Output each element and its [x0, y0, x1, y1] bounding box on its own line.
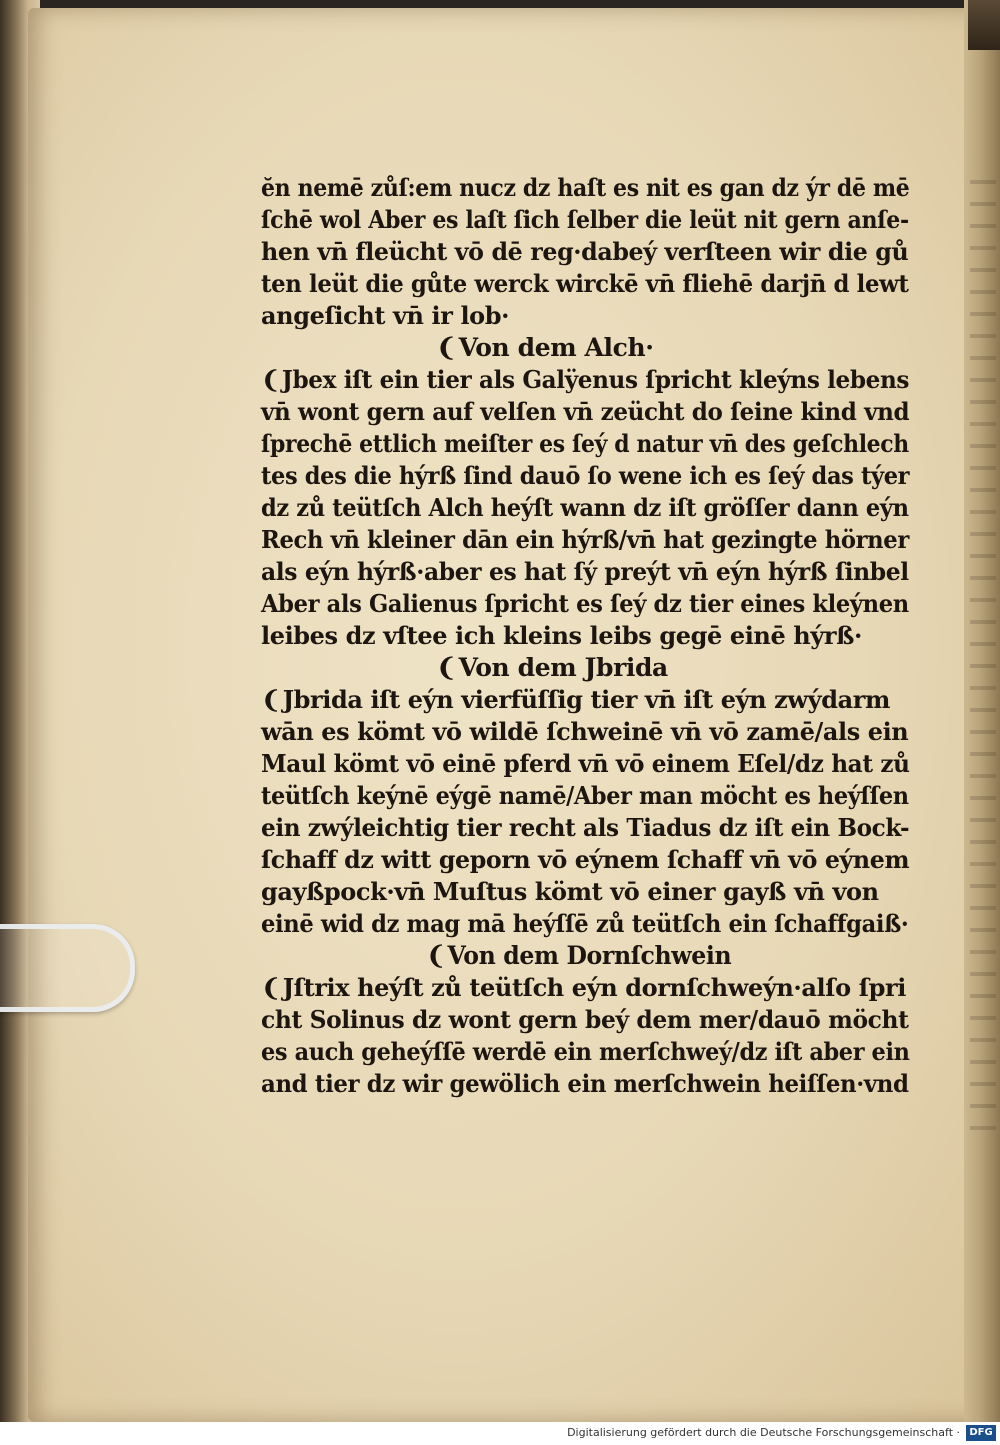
line-text: Aber als Galienus ſpricht es ſeý dz tier eines kleýnen: [261, 589, 909, 618]
line-text: Von dem Jbrida: [458, 653, 668, 682]
text-line: [261, 589, 909, 621]
line-text: wān es kömt vō wildē ſchweinē vn̄ vō zamē/als ein: [261, 717, 909, 746]
paragraph-mark: ❨: [426, 941, 446, 970]
line-text: Rech vn̄ kleiner dān ein hýrß/vn̄ hat gezingte hörner: [261, 525, 909, 554]
line-text: vn̄ wont gern auf velſen vn̄ zeücht do ſeine kind vnd: [261, 397, 910, 426]
text-line: [261, 525, 909, 557]
line-text: gayßpock·vn̄ Muſtus kömt vō einer gayß vn̄ von: [261, 877, 879, 906]
line-text: es auch geheýſſē werdē ein merſchweý/dz iſt aber ein: [261, 1037, 910, 1066]
text-line: [261, 557, 909, 589]
line-text: Jbex iſt ein tier als Galÿenus ſpricht kleýns lebens: [281, 365, 910, 394]
line-text: leibes dz vſtee ich kleins leibs gegē einē hýrß·: [261, 621, 862, 650]
line-text: Jſtrix heýſt zů teütſch eýn dornſchweýn·alſo ſpri: [282, 973, 906, 1002]
section-heading: [261, 941, 875, 973]
text-line: [261, 781, 909, 813]
text-line: [261, 269, 909, 301]
section-heading: [261, 333, 911, 365]
line-text: hen vn̄ fleücht vō dē reg·dabeý verſteen wir die gů: [261, 237, 909, 266]
text-block: [261, 173, 911, 1101]
text-line: [261, 365, 910, 397]
paper-clip: [0, 924, 135, 1012]
line-text: Jbrida iſt eýn vierfüſſig tier vn̄ iſt eýn zwýdarm: [282, 685, 890, 714]
text-line: [261, 301, 911, 333]
text-line: [261, 493, 909, 525]
text-line: [261, 237, 909, 269]
text-line: [261, 429, 909, 461]
line-text: dz zů teütſch Alch heýſt wann dz iſt gröſſer dann eýn: [261, 493, 909, 522]
text-line: [261, 973, 911, 1005]
facing-page-bleed: [970, 180, 996, 1130]
dfg-logo: DFG: [966, 1425, 996, 1441]
line-text: ſprechē ettlich meiſter es ſeý d natur vn̄ des geſchlech: [261, 429, 909, 458]
text-line: [261, 877, 911, 909]
footer-bar: [0, 1422, 1000, 1445]
text-line: [261, 205, 909, 237]
text-line: [261, 397, 910, 429]
text-line: [261, 1037, 910, 1069]
paragraph-mark: ❨: [261, 685, 281, 714]
line-text: ten leüt die gůte werck wirckē vn̄ fliehē darjn̄ d lewt: [261, 269, 909, 298]
line-text: ſchaff dz witt geporn vō eýnem ſchaff vn̄ vō eýnem: [261, 845, 910, 874]
text-line: [261, 1005, 909, 1037]
line-text: teütſch keýnē eýgē namē/Aber man möcht es heýſſen: [261, 781, 909, 810]
line-text: angeſicht vn̄ ir lob·: [261, 301, 510, 330]
binding-corner: [968, 0, 1000, 50]
text-line: [261, 813, 910, 845]
paragraph-mark: ❨: [436, 333, 457, 362]
book-page: [28, 8, 978, 1422]
text-line: [261, 845, 910, 877]
text-line: [261, 461, 910, 493]
paragraph-mark: ❨: [261, 365, 281, 394]
paragraph-mark: ❨: [436, 653, 457, 682]
line-text: ſchē wol Aber es laſt ſich ſelber die leüt nit gern anſe-: [261, 205, 909, 234]
text-line: [261, 749, 910, 781]
line-text: ĕn nemē zůſ:em nucz dz haſt es nit es gan dz ýr dē mē: [261, 173, 910, 202]
line-text: cht Solinus dz wont gern beý dem mer/dauō möcht: [261, 1005, 909, 1034]
text-line: [261, 909, 909, 941]
line-text: Maul kömt vō einē pferd vn̄ vō einem Eſel/dz hat zů: [261, 749, 910, 778]
paragraph-mark: ❨: [261, 973, 281, 1002]
text-line: [261, 173, 910, 205]
line-text: and tier dz wir gewölich ein merſchwein heiſſen·vnd: [261, 1069, 909, 1098]
line-text: Von dem Dornſchwein: [447, 941, 732, 970]
line-text: ein zwýleichtig tier recht als Tiadus dz iſt ein Bock-: [261, 813, 910, 842]
text-line: [261, 685, 911, 717]
text-line: [261, 621, 911, 653]
text-line: [261, 717, 910, 749]
section-heading: [261, 653, 911, 685]
footer-credit: Digitalisierung gefördert durch die Deutsche Forschungsgemeinschaft ·: [567, 1426, 960, 1439]
line-text: tes des die hýrß ſind dauō ſo wene ich es ſeý das týer: [261, 461, 910, 490]
line-text: einē wid dz mag mā heýſſē zů teütſch ein ſchaffgaiß·: [261, 909, 909, 938]
line-text: Von dem Alch·: [458, 333, 654, 362]
text-line: [261, 1069, 909, 1101]
line-text: als eýn hýrß·aber es hat ſý preýt vn̄ eýn hýrß ſinbel: [261, 557, 909, 586]
